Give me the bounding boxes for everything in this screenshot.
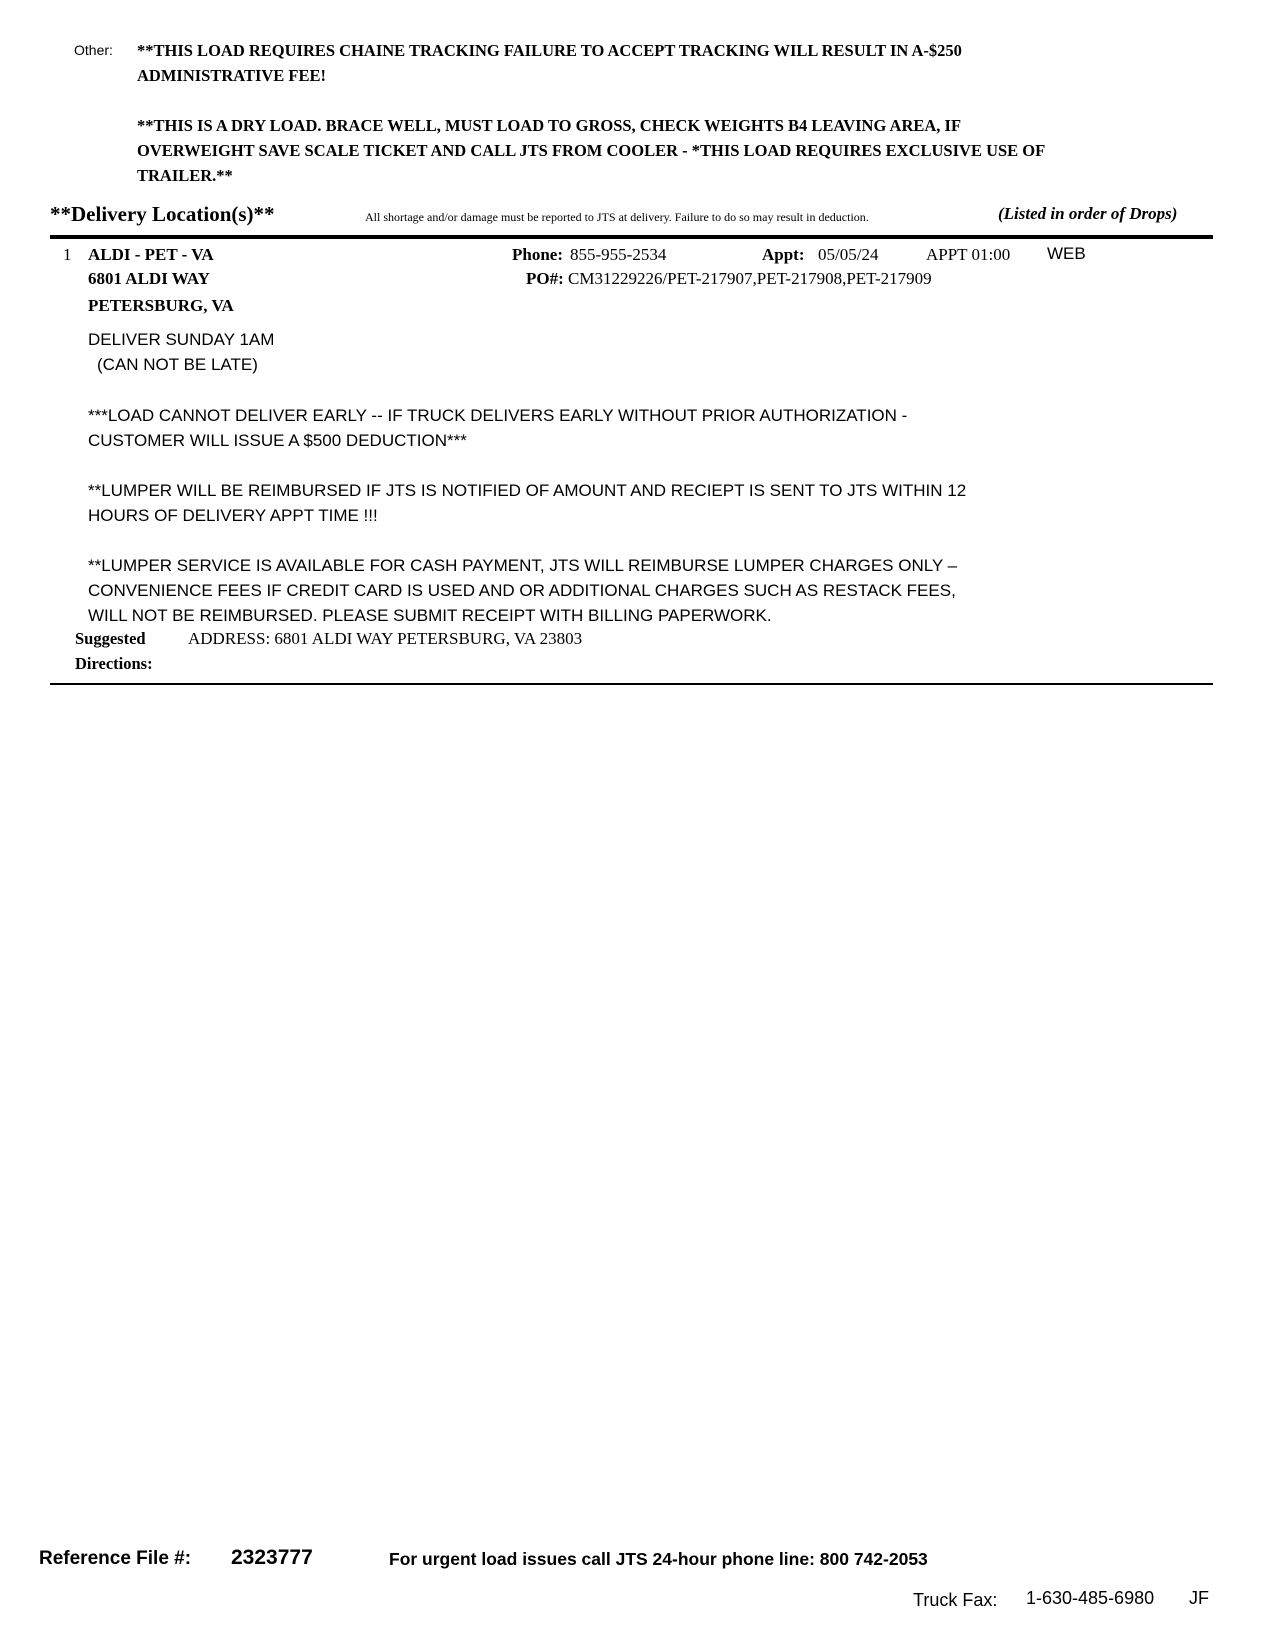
header-divider: [50, 235, 1213, 239]
suggested-address: ADDRESS: 6801 ALDI WAY PETERSBURG, VA 23803: [188, 629, 583, 648]
delivery-note-line: DELIVER SUNDAY 1AM: [88, 330, 275, 349]
section-divider: [50, 683, 1213, 685]
truck-fax-label: Truck Fax:: [913, 1590, 998, 1610]
shortage-notice: All shortage and/or damage must be reported to JTS at delivery. Failure to do so may result in deduction.: [365, 210, 869, 224]
drop-order-note: (Listed in order of Drops): [998, 204, 1178, 223]
phone-label: Phone:: [512, 245, 563, 264]
directions-label: Directions:: [75, 654, 153, 673]
delivery-note-line: (CAN NOT BE LATE): [97, 355, 258, 374]
reference-file-label: Reference File #:: [39, 1548, 192, 1569]
other-note-line: TRAILER.**: [137, 166, 233, 185]
appt-time: APPT 01:00: [926, 245, 1011, 264]
suggested-label: Suggested: [75, 629, 146, 648]
stop-number: 1: [63, 245, 72, 264]
delivery-note-line: CONVENIENCE FEES IF CREDIT CARD IS USED AND OR ADDITIONAL CHARGES SUCH AS RESTACK FEES,: [88, 581, 956, 600]
other-note-line: ADMINISTRATIVE FEE!: [137, 66, 327, 85]
delivery-note-line: CUSTOMER WILL ISSUE A $500 DEDUCTION***: [88, 431, 467, 450]
other-note-line: OVERWEIGHT SAVE SCALE TICKET AND CALL JTS FROM COOLER - *THIS LOAD REQUIRES EXCLUSIVE USE OF: [137, 141, 1046, 160]
reference-file-number: 2323777: [231, 1546, 313, 1569]
delivery-note-line: **LUMPER SERVICE IS AVAILABLE FOR CASH PAYMENT, JTS WILL REIMBURSE LUMPER CHARGES ONLY –: [88, 556, 958, 575]
other-note-line: **THIS IS A DRY LOAD. BRACE WELL, MUST LOAD TO GROSS, CHECK WEIGHTS B4 LEAVING AREA, IF: [137, 116, 962, 135]
stop-street: 6801 ALDI WAY: [88, 269, 210, 288]
delivery-section-title: **Delivery Location(s)**: [50, 202, 275, 226]
dispatcher-initials: JF: [1189, 1588, 1209, 1608]
stop-name: ALDI - PET - VA: [88, 245, 214, 264]
truck-fax-number: 1-630-485-6980: [1026, 1588, 1155, 1608]
po-value: CM31229226/PET-217907,PET-217908,PET-217909: [568, 269, 932, 288]
delivery-note-line: ***LOAD CANNOT DELIVER EARLY -- IF TRUCK DELIVERS EARLY WITHOUT PRIOR AUTHORIZATION -: [88, 406, 908, 425]
other-note-line: **THIS LOAD REQUIRES CHAINE TRACKING FAILURE TO ACCEPT TRACKING WILL RESULT IN A-$250: [137, 41, 962, 60]
appt-method: WEB: [1047, 244, 1086, 263]
other-label: Other:: [74, 42, 113, 58]
delivery-note-line: HOURS OF DELIVERY APPT TIME !!!: [88, 506, 378, 525]
po-label: PO#:: [526, 269, 564, 288]
delivery-note-line: WILL NOT BE REIMBURSED. PLEASE SUBMIT RECEIPT WITH BILLING PAPERWORK.: [88, 606, 772, 625]
phone-value: 855-955-2534: [570, 245, 667, 264]
delivery-note-line: **LUMPER WILL BE REIMBURSED IF JTS IS NOTIFIED OF AMOUNT AND RECIEPT IS SENT TO JTS WITHIN 12: [88, 481, 967, 500]
appt-label: Appt:: [762, 245, 805, 264]
stop-city: PETERSBURG, VA: [88, 296, 234, 315]
urgent-phone-line: For urgent load issues call JTS 24-hour phone line: 800 742-2053: [389, 1549, 928, 1569]
appt-date: 05/05/24: [818, 245, 879, 264]
